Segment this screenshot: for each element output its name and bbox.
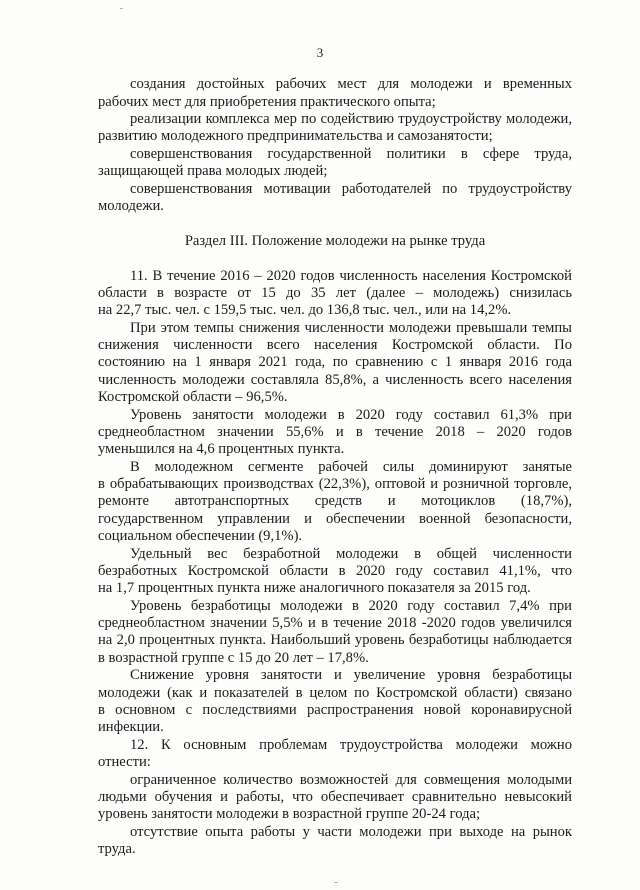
text-line: среднеобластном значении 5,5% и в течение 2018 -2020 годов увеличился (98, 615, 572, 631)
text-line: Уровень занятости молодежи в 2020 году составил 61,3% при (130, 407, 572, 423)
text-line: на 2,0 процентных пункта. Наибольший уровень безработицы наблюдается (98, 632, 572, 648)
text-line: ограниченное количество возможностей для совмещения молодыми (130, 772, 572, 788)
text-line: труда. (98, 841, 136, 857)
text-line: государственном управлении и обеспечении военной безопасности, (98, 511, 572, 527)
text-line: При этом темпы снижения численности молодежи превышали темпы (130, 320, 572, 336)
text-line: ремонте автотранспортных средств и мотоциклов (18,7%), (98, 493, 572, 509)
text-line: совершенствования мотивации работодателей по трудоустройству (130, 181, 572, 197)
text-line: уровень занятости молодежи в возрастной группе 20-24 года; (98, 806, 481, 822)
text-line: среднеобластном значении 55,6% и в течение 2018 – 2020 годов (98, 424, 572, 440)
text-line: реализации комплекса мер по содействию трудоустройству молодежи, (130, 111, 572, 127)
text-line: в обрабатывающих производствах (22,3%), оптовой и розничной торговле, (98, 476, 572, 492)
text-line: Уровень безработицы молодежи в 2020 году составил 7,4% при (130, 598, 572, 614)
text-line: в основном с последствиями распространения новой коронавирусной (98, 702, 572, 718)
text-line: безработных Костромской области в 2020 году составил 41,1%, что (98, 563, 572, 579)
text-line: развитию молодежного предпринимательства и самозанятости; (98, 128, 493, 144)
text-line: защищающей права молодых людей; (98, 163, 328, 179)
text-line: численность молодежи составляла 85,8%, а численность всего населения (98, 372, 572, 388)
text-line: снижения численности всего населения Костромской области. По (98, 337, 572, 353)
text-line: инфекции. (98, 719, 164, 735)
scan-speck (334, 882, 338, 883)
text-line: Костромской области – 96,5%. (98, 389, 288, 405)
text-line: на 1,7 процентных пункта ниже аналогичного показателя за 2015 год. (98, 580, 531, 596)
text-line: социальном обеспечении (9,1%). (98, 528, 303, 544)
section-heading: Раздел III. Положение молодежи на рынке труда (184, 233, 486, 249)
text-line: создания достойных рабочих мест для молодежи и временных (130, 76, 572, 92)
text-line: совершенствования государственной политики в сфере труда, (130, 146, 572, 162)
text-line: 12. К основным проблемам трудоустройства молодежи можно (130, 737, 572, 753)
text-line: Удельный вес безработной молодежи в общей численности (130, 546, 572, 562)
text-line: отнести: (98, 754, 151, 770)
text-line: рабочих мест для приобретения практического опыта; (98, 94, 436, 110)
text-line: состоянию на 1 января 2021 года, по сравнению с 1 января 2016 года (98, 354, 572, 370)
text-line: на 22,7 тыс. чел. с 159,5 тыс. чел. до 136,8 тыс. чел., или на 14,2%. (98, 302, 512, 318)
text-line: В молодежном сегменте рабочей силы доминируют занятые (130, 459, 572, 475)
scan-speck (120, 8, 123, 9)
text-line: молодежи (как и показателей в целом по Костромской области) связано (98, 685, 572, 701)
text-line: Снижение уровня занятости и увеличение уровня безработицы (130, 667, 572, 683)
text-line: отсутствие опыта работы у части молодежи при выходе на рынок (130, 824, 572, 840)
text-line: людьми обучения и работы, что обеспечивает сравнительно невысокий (98, 789, 572, 805)
text-line: области в возрасте от 15 до 35 лет (далее – молодежь) снизилась (98, 285, 572, 301)
text-line: молодежи. (98, 198, 164, 214)
text-line: в возрастной группе с 15 до 20 лет – 17,8%. (98, 650, 369, 666)
text-line: уменьшился на 4,6 процентных пункта. (98, 441, 345, 457)
page-number: 3 (316, 45, 324, 60)
text-line: 11. В течение 2016 – 2020 годов численность населения Костромской (130, 268, 572, 284)
